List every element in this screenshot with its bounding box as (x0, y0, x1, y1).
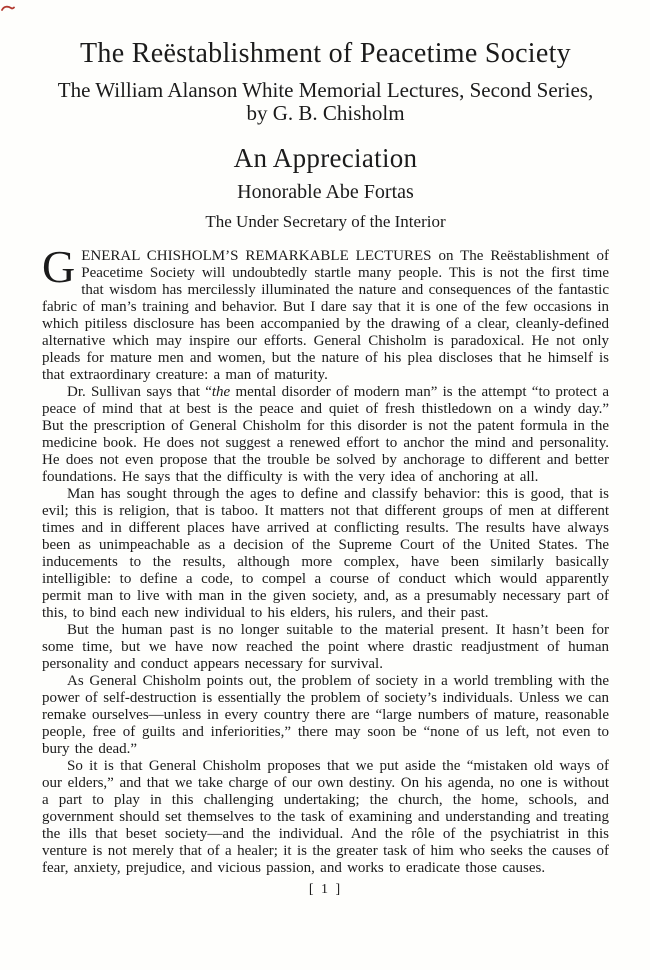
author-title: The Under Secretary of the Interior (205, 212, 446, 231)
title-block (42, 38, 609, 231)
subtitle-line-1: The William Alanson White Memorial Lectures, Second Series, (57, 78, 594, 102)
text-run: mental disorder of modern man” is the attempt “to protect a peace of mind that at best is the peace and quiet of fresh thistledown on a windy day.” But the prescription of General Chisholm for this disorder is not the patent formula in the medicine book. He does not suggest a renewed effort to anchor the mind and personality. He does not even propose that the trouble be solved by anchorage to different and better foundations. He says that the difficulty is with the very idea of anchoring at all. (42, 384, 609, 485)
drop-cap: G (42, 241, 76, 292)
text-run: So it is that General Chisholm proposes that we put aside the “mistaken old ways of our elders,” and that we take charge of our own destiny. On his agenda, no one is without a part to play in this challenging undertaking; the church, the home, schools, and government should set themselves to the task of examining and understanding and treating the ills that beset society—and the individual. And the rôle of the psychiatrist in this venture is not merely that of a healer; it is the greater task of him who seeks the causes of fear, anxiety, prejudice, and vicious passion, and works to eradicate those causes. (42, 758, 609, 876)
paragraph (42, 486, 609, 622)
author-name: Honorable Abe Fortas (237, 181, 414, 203)
text-run: ENERAL CHISHOLM’S REMARKABLE LECTURES on The Reëstablishment of Peacetime Society will undoubtedly startle many people. This is not the first time that wisdom has mercilessly illuminated the nature and consequences of the fantastic fabric of man’s training and behavior. But I dare say that it is one of the few occasions in which pitiless disclosure has been accompanied by the drawing of a clear, cleanly-defined alternative which may inspire our efforts. General Chisholm is paradoxical. He not only pleads for mature men and women, but the nature of his plea discloses that he himself is that extraordinary creature: a man of maturity. (42, 248, 609, 383)
text-run: Dr. Sullivan says that “ (67, 384, 212, 400)
paragraph (42, 673, 609, 758)
text-run: As General Chisholm points out, the problem of society in a world trembling with the power of self-destruction is essentially the problem of society’s individuals. Unless we can remake ourselves—unless in every country there are “large numbers of mature, reasonable people, free of guilts and inferiorities,” there may soon be “none of us left, not even to bury the dead.” (42, 673, 609, 757)
text-run: But the human past is no longer suitable to the material present. It hasn’t been for some time, but we have now reached the point where drastic readjustment of human personality and conduct appears necessary for survival. (42, 622, 609, 672)
paragraph (42, 384, 609, 486)
text-run-italic: the (211, 384, 231, 400)
lecture-subtitle (42, 79, 609, 125)
red-pen-mark-icon (1, 4, 15, 12)
paragraph (42, 241, 609, 384)
paragraph (42, 758, 609, 877)
subtitle-line-2: by G. B. Chisholm (246, 101, 405, 125)
page-title: The Reëstablishment of Peacetime Society (80, 38, 571, 69)
text-run: Man has sought through the ages to define and classify behavior: this is good, that is evil; this is religion, that is taboo. It matters not that different groups of men at different times and in different places have arrived at conflicting results. The results have always been as unimpeachable as a decision of the Supreme Court of the United States. The inducements to the results, although more complex, have been similarly basically intelligible: to define a code, to compel a course of conduct which would apparently permit man to live with man in the given society, and, as a presumably necessary part of this, to bind each new individual to his elders, his rulers, and their past. (42, 486, 609, 621)
page-number: [ 1 ] (308, 882, 343, 897)
paragraph (42, 622, 609, 673)
article-body (42, 241, 609, 877)
section-heading: An Appreciation (233, 143, 418, 173)
